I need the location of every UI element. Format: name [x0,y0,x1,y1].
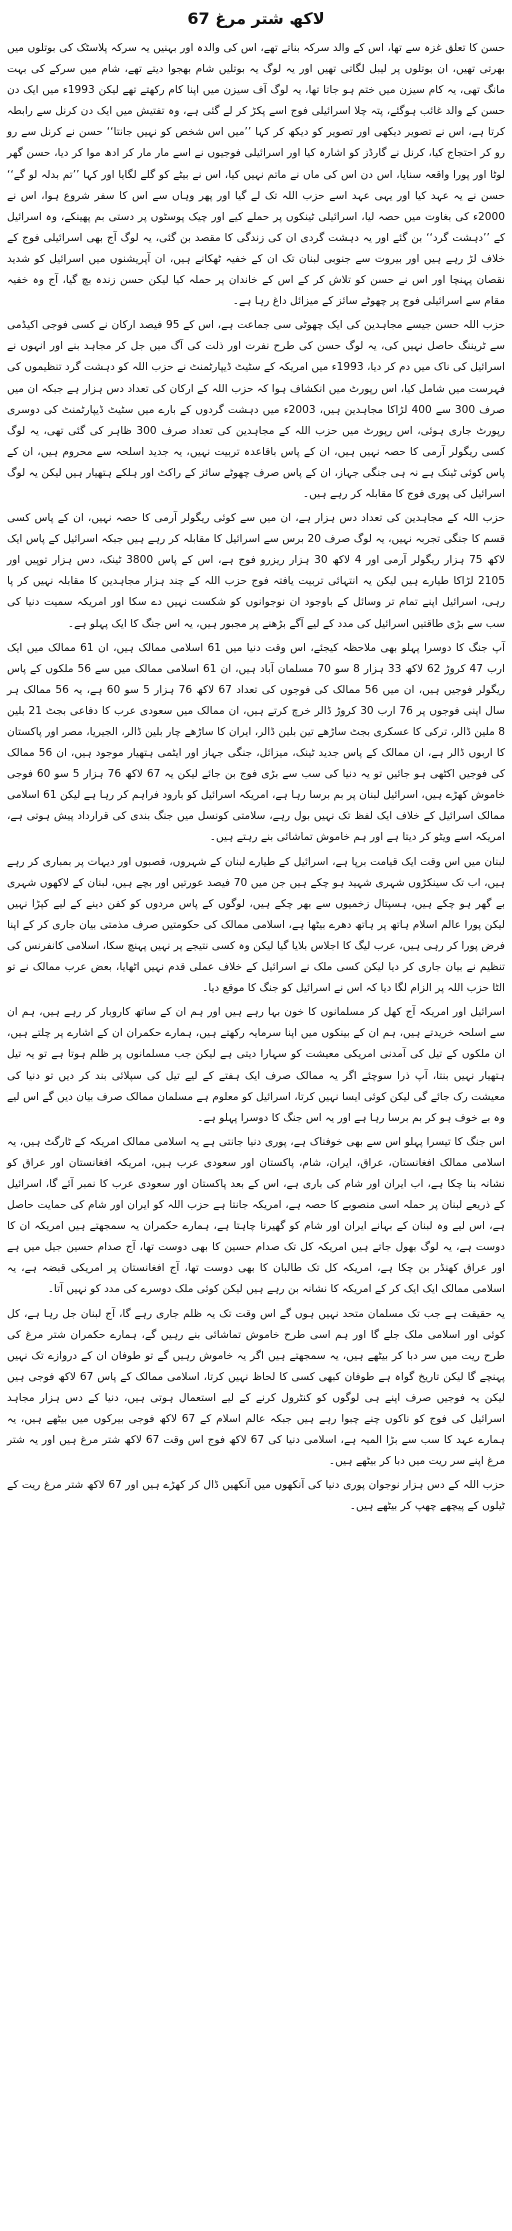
article-paragraph: اسرائیل اور امریکہ آج کھل کر مسلمانوں کا خون بہا رہے ہیں اور ہم ان کے ساتھ کاروبار کر رہے ہیں، ہم ان سے اسلحہ خریدتے ہیں، ہم ان کے بینکوں میں اپنا سرمایہ رکھتے ہیں، ہمارے حکمران ان کے اشارے پر چلتے ہیں، ان ملکوں کے تیل کی آمدنی امریکی معیشت کو سہارا دیتی ہے لیکن جب مسلمانوں پر ظلم ہوتا ہے تو یہ تیل ہتھیار نہیں بنتا، آپ ذرا سوچئے اگر یہ ممالک صرف ایک ہفتے کے لیے تیل کی سپلائی بند کر دیں تو دنیا کی معیشت رک جائے گی لیکن کوئی ایسا نہیں کرتا، اسرائیل کو معلوم ہے مسلمان ممالک صرف بیان دیں گے اس لیے وہ بے خوف ہو کر بم برسا رہا ہے اور یہ اس جنگ کا دوسرا پہلو ہے۔ [7,1006,505,1124]
article-title: 67 لاکھ شتر مرغ [187,9,325,28]
article-paragraph: لبنان میں اس وقت ایک قیامت برپا ہے، اسرائیل کے طیارے لبنان کے شہروں، قصبوں اور دیہات پر بمباری کر رہے ہیں، اب تک سینکڑوں شہری شہید ہو چکے ہیں جن میں 70 فیصد عورتیں اور بچے ہیں، لبنان کے لاکھوں شہری بے گھر ہو چکے ہیں، ہسپتال زخمیوں سے بھر چکے ہیں، لوگوں کے پاس مردوں کو کفن دینے کے لیے کپڑا نہیں لیکن پورا عالم اسلام ہاتھ پر ہاتھ دھرے بیٹھا ہے، اسلامی ممالک کی حکومتیں صرف مذمتی بیان جاری کر کے اپنا فرض پورا کر رہی ہیں، عرب لیگ کا اجلاس بلایا گیا لیکن وہ کسی نتیجے پر نہیں پہنچ سکا، اسلامی کانفرنس کی تنظیم نے بیان جاری کر دیا لیکن کسی ملک نے اسرائیل کے خلاف عملی قدم نہیں اٹھایا، بعض عرب ممالک نے تو الٹا حزب اللہ پر الزام لگا دیا کہ اس نے اسرائیل کو جنگ کا موقع دیا۔ [7,855,505,995]
article-paragraph: اس جنگ کا تیسرا پہلو اس سے بھی خوفناک ہے، پوری دنیا جانتی ہے یہ اسلامی ممالک امریکہ کے ٹارگٹ ہیں، یہ اسلامی ممالک افغانستان، عراق، ایران، شام، پاکستان اور سعودی عرب ہیں، امریکہ افغانستان اور عراق کو نشانہ بنا چکا ہے، اب ایران اور شام کی باری ہے، اس کے بعد پاکستان اور سعودی عرب کا نمبر آئے گا، اسرائیل کے ذریعے لبنان پر حملہ اسی منصوبے کا حصہ ہے، امریکہ جانتا ہے حزب اللہ کو ایران اور شام کی حمایت حاصل ہے، اس لیے وہ لبنان کے بہانے ایران اور شام کو گھیرنا چاہتا ہے، ہمارے حکمران یہ سمجھتے ہیں امریکہ ان کا دوست ہے، یہ لوگ بھول جاتے ہیں امریکہ کل تک صدام حسین کا بھی دوست تھا، آج صدام حسین جیل میں ہے اور عراق کھنڈر بن چکا ہے، امریکہ کل تک طالبان کا بھی دوست تھا، آج افغانستان پر امریکی قبضہ ہے، یہ اسلامی ممالک ایک ایک کر کے امریکہ کا نشانہ بن رہے ہیں لیکن کوئی ملک دوسرے کی مدد کو نہیں آتا۔ [7,1135,505,1296]
article-paragraph: حزب اللہ کے مجاہدین کی تعداد دس ہزار ہے، ان میں سے کوئی ریگولر آرمی کا حصہ نہیں، ان کے پاس کسی قسم کا جنگی تجربہ نہیں، یہ لوگ صرف 20 برس سے اسرائیل کا مقابلہ کر رہے ہیں جبکہ اسرائیل کے پاس ایک لاکھ 75 ہزار ریگولر آرمی اور 4 لاکھ 30 ہزار ریزرو فوج ہے، اس کے پاس 3800 ٹینک، دس ہزار توپیں اور 2105 لڑاکا طیارے ہیں لیکن یہ انتہائی تربیت یافتہ فوج حزب اللہ کے چند ہزار مجاہدین کا مقابلہ نہیں کر پا رہی، اسرائیل اپنے تمام تر وسائل کے باوجود ان نوجوانوں کو شکست نہیں دے سکا اور امریکہ سمیت دنیا کی سب سے بڑی طاقتیں اسرائیل کی مدد کے لیے آگے بڑھنے پر مجبور ہیں، یہ اس جنگ کا ایک پہلو ہے۔ [7,512,505,630]
article-paragraph: آپ جنگ کا دوسرا پہلو بھی ملاحظہ کیجئے، اس وقت دنیا میں 61 اسلامی ممالک ہیں، ان 61 ممالک میں ایک ارب 47 کروڑ 62 لاکھ 33 ہزار 8 سو 70 مسلمان آباد ہیں، ان 61 اسلامی ممالک میں سے 56 ملکوں کے پاس ریگولر فوجیں ہیں، ان میں 56 ممالک کی فوجوں کی تعداد 67 لاکھ 76 ہزار 5 سو 60 ہے، یہ 56 ممالک ہر سال اپنی فوجوں پر 76 ارب 30 کروڑ ڈالر خرچ کرتے ہیں، ان ممالک میں سعودی عرب کا دفاعی بجٹ 21 بلین 8 ملین ڈالر، ترکی کا عسکری بجٹ ساڑھے تین بلین ڈالر، ایران کا ساڑھے چار بلین ڈالر، الجیریا، مصر اور پاکستان کا اربوں ڈالر ہے، ان ممالک کے پاس جدید ٹینک، میزائل، جنگی جہاز اور ایٹمی ہتھیار موجود ہیں، ان 56 ممالک کی فوجیں اکٹھی ہو جائیں تو یہ دنیا کی سب سے بڑی فوج بن جائے لیکن یہ 67 لاکھ 76 ہزار 5 سو 60 فوجی خاموش کھڑے ہیں، اسرائیل لبنان پر بم برسا رہا ہے، امریکہ اسرائیل کو بارود فراہم کر رہا ہے لیکن 61 اسلامی ممالک اسرائیل کے خلاف ایک لفظ تک نہیں بول رہے، سلامتی کونسل میں جنگ بندی کی قرارداد پیش ہوتی ہے، امریکہ اسے ویٹو کر دیتا ہے اور ہم خاموش تماشائی بنے رہتے ہیں۔ [7,641,506,844]
article-body [7,38,505,1517]
article-paragraph: حزب اللہ کے دس ہزار نوجوان پوری دنیا کی آنکھوں میں آنکھیں ڈال کر کھڑے ہیں اور 67 لاکھ شتر مرغ ریت کے ٹیلوں کے پیچھے چھپ کر بیٹھے ہیں۔ [7,1479,506,1513]
article-paragraph: حزب اللہ حسن جیسے مجاہدین کی ایک چھوٹی سی جماعت ہے، اس کے 95 فیصد ارکان نے کسی فوجی اکیڈمی سے ٹریننگ حاصل نہیں کی، یہ لوگ حسن کی طرح نفرت اور ذلت کی آگ میں جل کر مجاہد بنے اور انہوں نے اسرائیل کی ناک میں دم کر دیا، 1993ء میں امریکہ کے سٹیٹ ڈیپارٹمنٹ نے حزب اللہ کو دہشت گرد تنظیموں کی فہرست میں شامل کیا، اس رپورٹ میں انکشاف ہوا کہ حزب اللہ کے ارکان کی تعداد دس ہزار ہے جبکہ ان میں صرف 300 سے 400 لڑاکا مجاہدین ہیں، 2003ء میں دہشت گردوں کے بارے میں سٹیٹ ڈیپارٹمنٹ کی دوسری رپورٹ جاری ہوئی، اس رپورٹ میں حزب اللہ کے مجاہدین کی تعداد صرف 300 ظاہر کی گئی تھی، یہ لوگ کسی ریگولر آرمی کا حصہ نہیں ہیں، ان کے پاس باقاعدہ تربیت نہیں، یہ جدید اسلحہ سے محروم ہیں، ان کے پاس کوئی ٹینک ہے نہ ہی جنگی جہاز، ان کے پاس صرف چھوٹے سائز کے راکٹ اور ہلکے ہتھیار ہیں لیکن یہ لوگ اسرائیل کی پوری فوج کا مقابلہ کر رہے ہیں۔ [7,319,506,500]
article-paragraph: یہ حقیقت ہے جب تک مسلمان متحد نہیں ہوں گے اس وقت تک یہ ظلم جاری رہے گا، آج لبنان جل رہا ہے، کل کوئی اور اسلامی ملک جلے گا اور ہم اسی طرح خاموش تماشائی بنے رہیں گے، ہمارے حکمران شتر مرغ کی طرح ریت میں سر دبا کر بیٹھے ہیں، یہ سمجھتے ہیں اگر یہ خاموش رہیں گے تو طوفان ان کے دروازے تک نہیں پہنچے گا لیکن تاریخ گواہ ہے طوفان کبھی کسی کا لحاظ نہیں کرتا، اسلامی ممالک کے پاس 67 لاکھ فوجی ہیں لیکن یہ فوجیں صرف اپنے ہی لوگوں کو کنٹرول کرنے کے لیے استعمال ہوتی ہیں، دنیا کے دس ہزار مجاہد اسرائیل کی فوج کو ناکوں چنے چبوا رہے ہیں جبکہ عالم اسلام کے 67 لاکھ فوجی بیرکوں میں بیٹھے ہیں، یہ ہمارے عہد کا سب سے بڑا المیہ ہے، اسلامی دنیا کی 67 لاکھ فوج اس وقت 67 لاکھ شتر مرغ ہیں اور یہ شتر مرغ اپنے سر ریت میں دبا کر بیٹھے ہیں۔ [7,1307,506,1468]
article-paragraph: حسن کا تعلق غزہ سے تھا، اس کے والد سرکہ بناتے تھے، اس کی والدہ اور بہنیں یہ سرکہ پلاسٹک کی بوتلوں میں بھرتی تھیں، ان بوتلوں پر لیبل لگاتی تھیں اور یہ لوگ یہ بوتلیں شام بھجوا دیتے تھے، شام میں سرکے کی بہت مانگ تھی، یہ کام سیزن میں ختم ہو جاتا تھا، یہ لوگ آف سیزن میں اپنا کام رکھتے تھے لیکن 1993ء میں ایک دن حسن کے والد غائب ہوگئے، پتہ چلا اسرائیلی فوج اسے پکڑ کر لے گئی ہے، وہ تفتیش میں ایک دن کرنل سے رابطہ کرتا ہے، اس نے تصویر دیکھی اور تصویر کو دیکھ کر کہا ’’میں اس شخص کو نہیں جانتا‘‘ حسن نے کرنل سے رو رو کر احتجاج کیا، کرنل نے گارڈز کو اشارہ کیا اور اسرائیلی فوجیوں نے اسے مار مار کر ادھ موا کر دیا، حسن گھر لوٹا اور پورا واقعہ سنایا، اس دن اس کی ماں نے ماتم نہیں کیا، اس نے بیٹے کو گلے لگایا اور کہا ’’تم بدلہ لو گے‘‘ حسن نے یہ عہد کیا اور یہی عہد اسے حزب اللہ تک لے گیا اور پھر وہاں سے اس کا سفر شروع ہوا، اس نے 2000ء کی بغاوت میں حصہ لیا، اسرائیلی ٹینکوں پر حملے کیے اور چیک پوسٹوں پر دستی بم پھینکے، وہ اسرائیل کے ’’دہشت گرد‘‘ بن گئے اور یہ دہشت گردی ان کی زندگی کا مقصد بن گئی، یہ لوگ آج بھی اسرائیلی فوج کے خلاف لڑ رہے ہیں اور بیروت سے جنوبی لبنان تک ان کے خفیہ ٹھکانے ہیں، ان آپریشنوں میں اسرائیل کو شدید نقصان پہنچا اور اس نے حسن کو تلاش کر کے اس کے خاندان پر حملہ کیا لیکن حسن زندہ بچ گیا، آج وہ خفیہ مقام سے اسرائیلی فوج پر چھوٹے سائز کے میزائل داغ رہا ہے۔ [7,42,506,308]
